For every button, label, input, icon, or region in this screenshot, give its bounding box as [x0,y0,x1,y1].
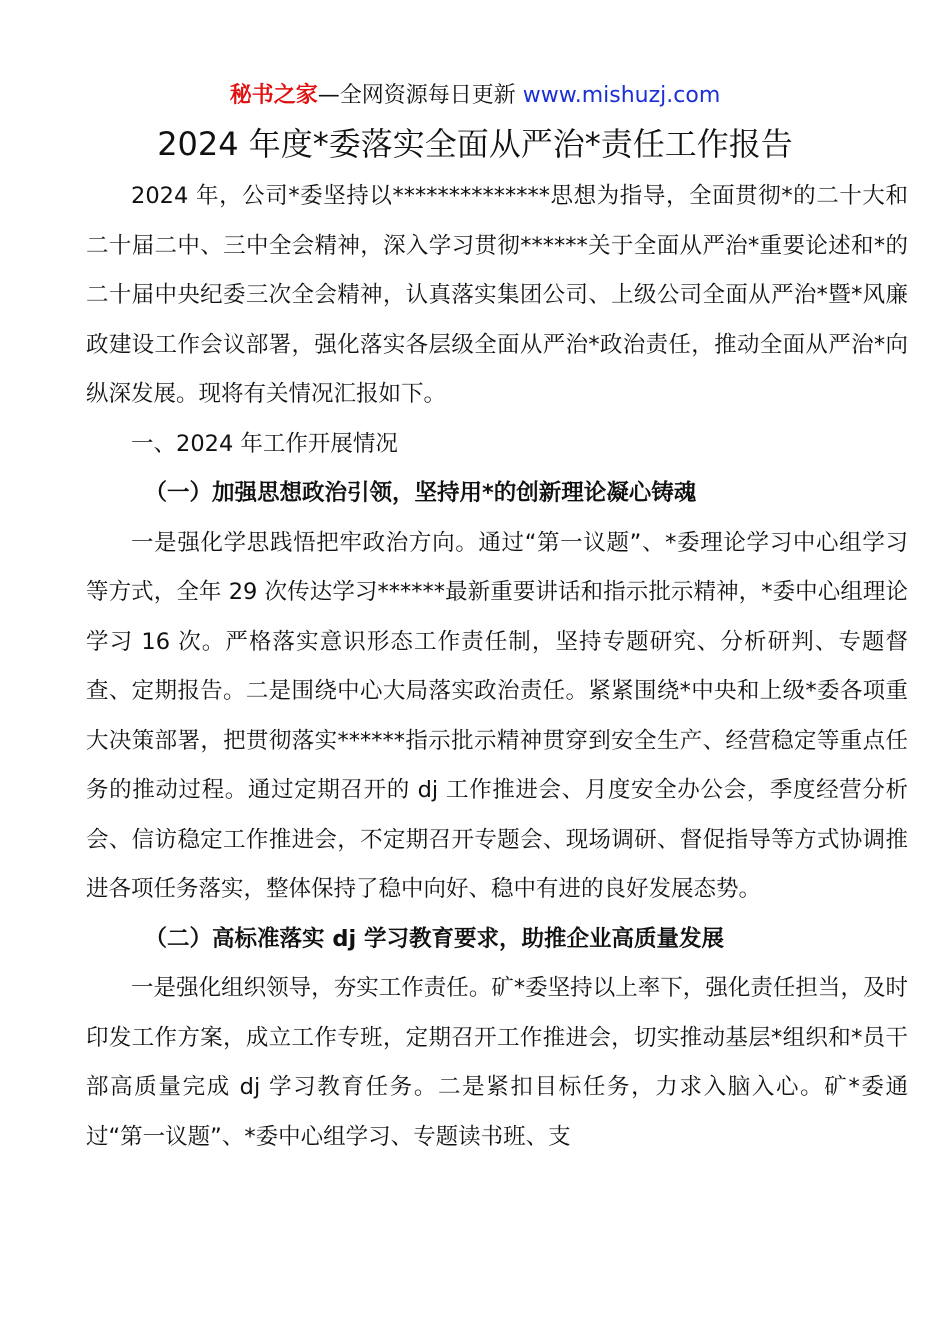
subsection-heading-1: （一）加强思想政治引领，坚持用*的创新理论凝心铸魂 [144,480,697,506]
section-heading-1: 一、2024 年工作开展情况 [131,430,398,457]
body-paragraph-2: 一是强化组织领导，夯实工作责任。矿*委坚持以上率下，强化责任担当，及时印发工作方案，成立工作专班，定期召开工作推进会，切实推动基层*组织和*员干部高质量完成 dj 学习教育任务。二是紧扣目标任务，力求入脑入心。矿*委通过“第一议题”、*委中心组学习、专题读书班、支 [86,975,908,1150]
banner-brand: 秘书之家 [229,83,318,108]
banner-slogan: —全网资源每日更新 [317,83,523,108]
subsection-heading-2: （二）高标准落实 dj 学习教育要求，助推企业高质量发展 [144,925,724,952]
body-paragraph-1: 一是强化学思践悟把牢政治方向。通过“第一议题”、*委理论学习中心组学习等方式，全年 29 次传达学习******最新重要讲话和指示批示精神，*委中心组理论学习 16 次。严格落实意识形态工作责任制，坚持专题研究、分析研判、专题督查、定期报告。二是围绕中心大局落实政治责任。紧紧围绕*中央和上级*委各项重大决策部署，把贯彻落实******指示批示精神贯穿到安全生产、经营稳定等重点任务的推动过程。通过定期召开的 dj 工作推进会、月度安全办公会，季度经营分析会、信访稳定工作推进会，不定期召开专题会、现场调研、督促指导等方式协调推进各项任务落实，整体保持了稳中向好、稳中有进的良好发展态势。 [86,529,908,902]
intro-paragraph: 2024 年，公司*委坚持以**************思想为指导，全面贯彻*的二十大和二十届二中、三中全会精神，深入学习贯彻******关于全面从严治*重要论述和*的二十届中央纪委三次全会精神，认真落实集团公司、上级公司全面从严治*暨*风廉政建设工作会议部署，强化落实各层级全面从严治*政治责任，推动全面从严治*向纵深发展。现将有关情况汇报如下。 [86,183,908,407]
document-body [86,172,908,1162]
document-title: 2024 年度*委落实全面从严治*责任工作报告 [157,125,793,163]
site-banner [0,82,950,110]
banner-url-link[interactable]: www.mishuzj.com [522,83,721,108]
